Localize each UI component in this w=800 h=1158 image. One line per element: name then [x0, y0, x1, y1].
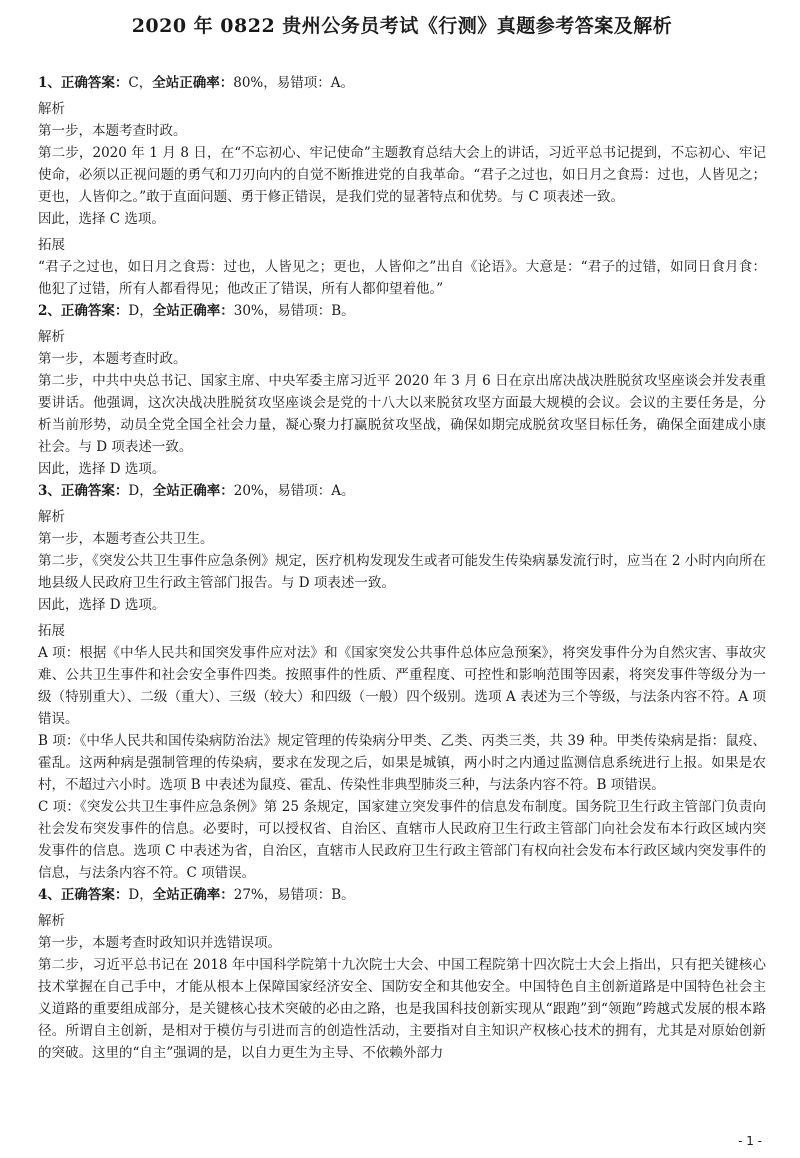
answer-label: 正确答案： — [60, 483, 129, 499]
analysis-paragraph: 因此，选择 C 选项。 — [38, 211, 165, 227]
question-3 — [38, 480, 766, 884]
question-number: 3、 — [38, 483, 61, 499]
analysis-label: 解析 — [38, 509, 65, 525]
question-number: 4、 — [38, 887, 61, 903]
rate-value: 20%， — [233, 483, 278, 499]
wrong-option: 易错项：A。 — [277, 483, 355, 499]
rate-label: 全站正确率： — [152, 887, 234, 903]
answer-value: D， — [128, 303, 153, 319]
answer-value: D， — [128, 483, 153, 499]
answer-value: C， — [128, 75, 153, 91]
wrong-option: 易错项：B。 — [277, 887, 355, 903]
answer-line — [38, 480, 766, 502]
analysis-paragraph: 因此，选择 D 选项。 — [38, 461, 166, 477]
extension-label: 拓展 — [38, 623, 65, 639]
rate-label: 全站正确率： — [152, 75, 234, 91]
extension-paragraph: “君子之过也，如日月之食焉：过也，人皆见之；更也，人皆仰之”出自《论语》。大意是：“君子的过错，如同日食月食：他犯了过错，所有人都看得见；他改正了错误，所有人都仰望着他。” — [38, 259, 766, 297]
rate-label: 全站正确率： — [152, 483, 234, 499]
extension-paragraph: A 项：根据《中华人民共和国突发事件应对法》和《国家突发公共事件总体应急预案》，将突发事件分为自然灾害、事故灾难、公共卫生事件和社会安全事件四类。按照事件的性质、严重程度、可控性和影响范围等因素，将突发事件等级分为一级（特别重大）、二级（重大）、三级（较大）和四级（一般）四个级别。选项 A 表述为三个等级，与法条内容不符。A 项错误。 — [38, 645, 766, 727]
extension-label: 拓展 — [38, 237, 65, 253]
analysis-paragraph: 因此，选择 D 选项。 — [38, 597, 166, 613]
answer-label: 正确答案： — [60, 75, 129, 91]
answer-value: D， — [128, 887, 153, 903]
analysis-paragraph: 第一步，本题考查时政。 — [38, 351, 187, 367]
question-number: 2、 — [38, 303, 61, 319]
analysis-paragraph: 第一步，本题考查时政知识并选错误项。 — [38, 935, 281, 951]
rate-value: 27%， — [233, 887, 278, 903]
analysis-paragraph: 第二步，《突发公共卫生事件应急条例》规定，医疗机构发现发生或者可能发生传染病暴发流行时，应当在 2 小时内向所在地县级人民政府卫生行政主管部门报告。与 D 项表述一致。 — [38, 553, 766, 591]
analysis-paragraph: 第一步，本题考查公共卫生。 — [38, 531, 214, 547]
document-title: 2020 年 0822 贵州公务员考试《行测》真题参考答案及解析 — [131, 15, 673, 37]
question-4 — [38, 884, 766, 1064]
analysis-label: 解析 — [38, 329, 65, 345]
analysis-label: 解析 — [38, 101, 65, 117]
rate-label: 全站正确率： — [152, 303, 234, 319]
question-1 — [38, 72, 766, 300]
rate-value: 30%， — [233, 303, 278, 319]
rate-value: 80%， — [233, 75, 277, 91]
analysis-paragraph: 第二步，中共中央总书记、国家主席、中央军委主席习近平 2020 年 3 月 6 日在京出席决战决胜脱贫攻坚座谈会并发表重要讲话。他强调，这次决战决胜脱贫攻坚座谈会是党的十八大以来脱贫攻坚方面最大规模的会议。会议的主要任务是，分析当前形势，动员全党全国全社会力量，凝心聚力打赢脱贫攻坚战，确保如期完成脱贫攻坚目标任务，确保全面建成小康社会。与 D 项表述一致。 — [38, 373, 766, 455]
wrong-option: 易错项：B。 — [277, 303, 355, 319]
question-number: 1、 — [38, 75, 61, 91]
analysis-paragraph: 第二步，习近平总书记在 2018 年中国科学院第十九次院士大会、中国工程院第十四次院士大会上指出，只有把关键核心技术掌握在自己手中，才能从根本上保障国家经济安全、国防安全和其他安全。中国特色自主创新道路是中国特色社会主义道路的重要组成部分，是关键核心技术突破的必由之路，也是我国科技创新实现从“跟跑”到“领跑”跨越式发展的根本路径。所谓自主创新，是相对于模仿与引进而言的创造性活动，主要指对自主知识产权核心技术的拥有，尤其是对原始创新的突破。这里的“自主”强调的是，以自力更生为主导、不依赖外部力 — [38, 957, 766, 1061]
analysis-paragraph: 第二步，2020 年 1 月 8 日，在“不忘初心、牢记使命”主题教育总结大会上的讲话，习近平总书记提到，不忘初心、牢记使命，必须以正视问题的勇气和刀刃向内的自觉不断推进党的自我革命。“君子之过也，如日月之食焉：过也，人皆见之；更也，人皆仰之。”敢于直面问题、勇于修正错误，是我们党的显著特点和优势。与 C 项表述一致。 — [38, 145, 766, 205]
analysis-label: 解析 — [38, 913, 65, 929]
answer-label: 正确答案： — [60, 303, 129, 319]
extension-paragraph: C 项：《突发公共卫生事件应急条例》第 25 条规定，国家建立突发事件的信息发布制度。国务院卫生行政主管部门负责向社会发布突发事件的信息。必要时，可以授权省、自治区、直辖市人民政府卫生行政主管部门向社会发布本行政区域内突发事件的信息。选项 C 中表述为省，自治区，直辖市人民政府卫生行政主管部门有权向社会发布本行政区域内突发事件的信息，与法条内容不符。C 项错误。 — [38, 799, 766, 881]
page-number: - 1 - — [738, 1134, 762, 1148]
answer-label: 正确答案： — [60, 887, 129, 903]
answer-line — [38, 300, 766, 322]
question-2 — [38, 300, 766, 480]
wrong-option: 易错项：A。 — [276, 75, 355, 91]
answer-line — [38, 884, 766, 906]
answer-line — [38, 72, 766, 94]
analysis-paragraph: 第一步，本题考查时政。 — [38, 123, 187, 139]
extension-paragraph: B 项：《中华人民共和国传染病防治法》规定管理的传染病分甲类、乙类、丙类三类，共 39 种。甲类传染病是指：鼠疫、霍乱。这两种病是强制管理的传染病，要求在发现之后，如果是城镇，两小时之内通过监测信息系统进行上报。如果是农村，不超过六小时。选项 B 中表述为鼠疫、霍乱、传染性非典型肺炎三种，与法条内容不符。B 项错误。 — [38, 733, 766, 793]
